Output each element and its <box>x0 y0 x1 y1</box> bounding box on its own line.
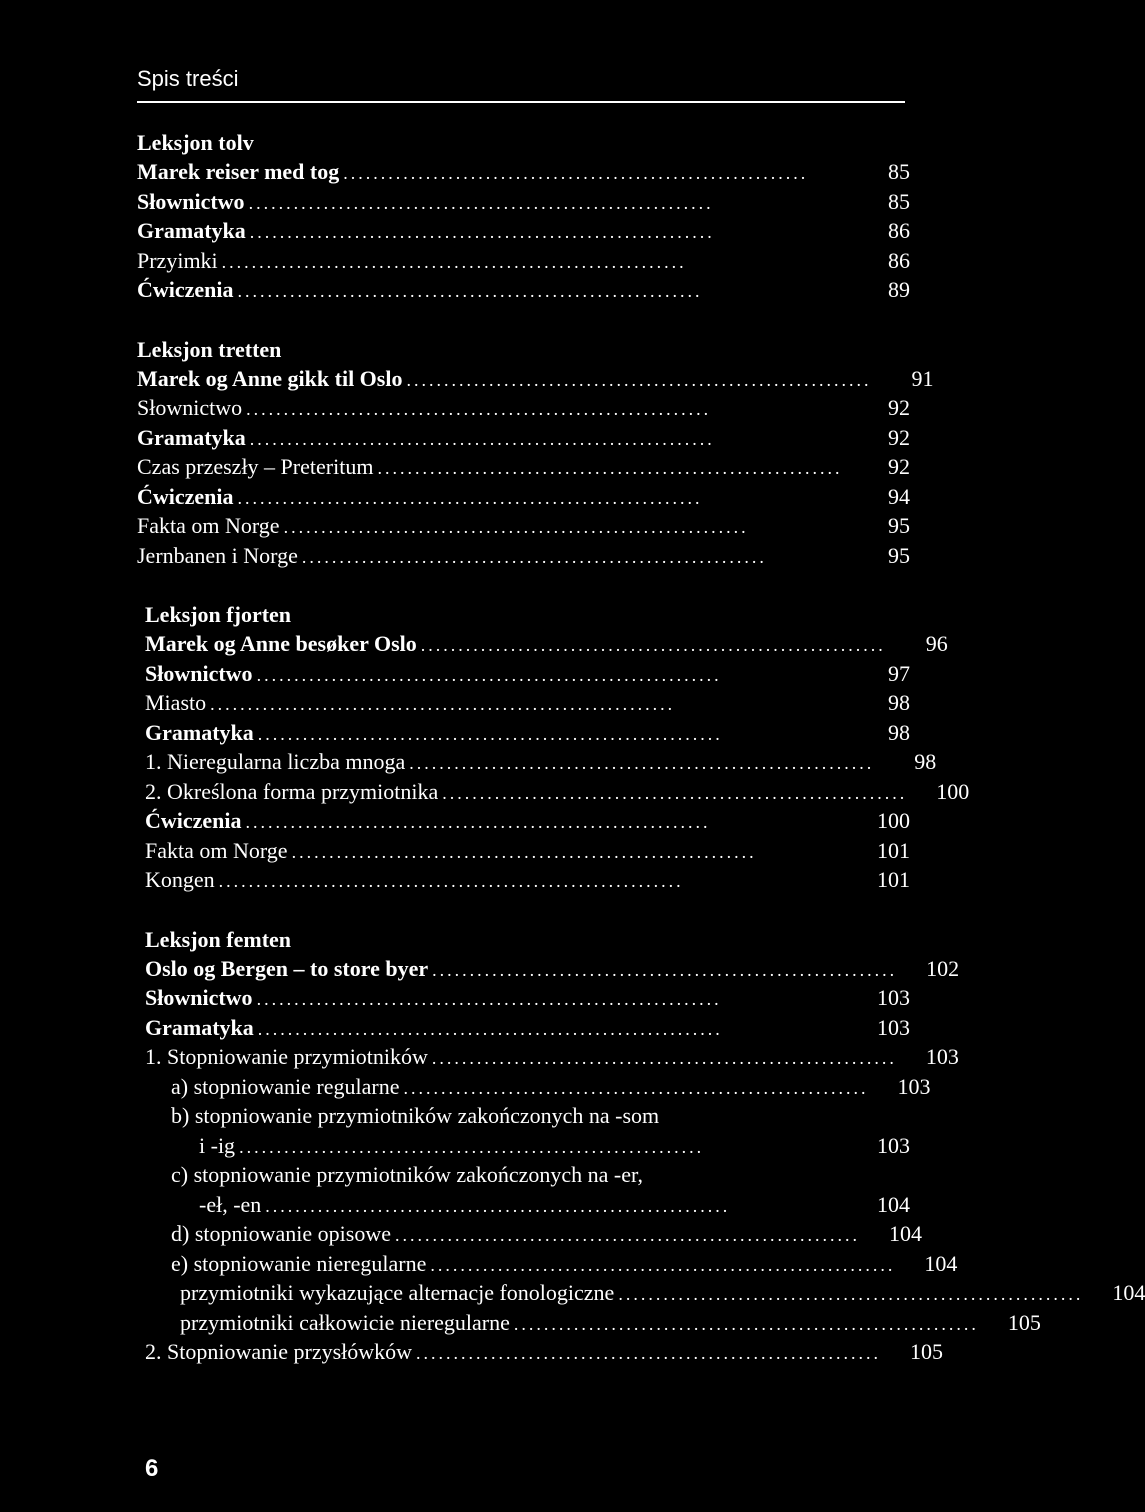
toc-entry-page: 103 <box>897 1073 931 1099</box>
toc-entry-label: d) stopniowanie opisowe <box>171 1221 391 1246</box>
toc-entry[interactable] <box>0 629 1024 659</box>
running-header: Spis treści <box>137 66 239 91</box>
toc-entry[interactable] <box>0 1190 1024 1220</box>
toc-entry-label: Marek og Anne gikk til Oslo <box>137 365 403 391</box>
dot-leader: .............................................................. <box>377 458 843 478</box>
dot-leader: .............................................................. <box>248 192 714 213</box>
toc-entry-page: 85 <box>888 188 910 214</box>
dot-leader: .............................................................. <box>416 1343 882 1363</box>
toc-entry-label: i -ig <box>199 1132 236 1158</box>
toc-entry[interactable] <box>0 541 1024 571</box>
toc-entry-label: 2. Określona forma przymiotnika <box>145 778 439 804</box>
toc-entry[interactable] <box>0 1219 1024 1249</box>
toc-entry[interactable] <box>0 836 1024 866</box>
toc-entry[interactable] <box>0 1072 1024 1102</box>
toc-entry-label: przymiotniki wykazujące alternacje fonologiczne <box>180 1280 615 1305</box>
dot-leader: .............................................................. <box>513 1313 979 1334</box>
section-gap <box>0 570 1024 600</box>
toc-entry[interactable] <box>0 983 1024 1013</box>
toc-entry-label: Fakta om Norge <box>145 837 288 863</box>
toc-entry-page: 103 <box>877 1014 910 1040</box>
toc-entry[interactable] <box>0 1308 1041 1338</box>
toc-entry[interactable] <box>0 1131 1024 1161</box>
dot-leader: .............................................................. <box>409 753 875 773</box>
toc-entry-label: Czas przeszły – Preteritum <box>137 454 374 479</box>
toc-entry-page: 98 <box>888 719 910 745</box>
toc-entry-page: 92 <box>888 395 910 420</box>
toc-entry[interactable] <box>0 364 1024 394</box>
toc-entry-page: 92 <box>888 424 910 450</box>
section-title: Leksjon femten <box>145 926 292 952</box>
dot-leader: .............................................................. <box>406 369 872 390</box>
toc-entry-label: Ćwiczenia <box>137 277 234 302</box>
toc-entry-page: 89 <box>888 277 910 302</box>
toc-entry-page: 105 <box>1007 1309 1041 1335</box>
toc-entry[interactable] <box>0 659 1024 689</box>
toc-entry-page: 91 <box>911 365 934 391</box>
toc-entry[interactable] <box>0 1101 1024 1131</box>
toc-entry[interactable] <box>0 865 1024 895</box>
toc-entry-page: 86 <box>888 247 910 273</box>
toc-entry-label: e) stopniowanie nieregularne <box>171 1250 427 1276</box>
dot-leader: .............................................................. <box>291 841 757 862</box>
section-title: Leksjon tretten <box>137 336 282 362</box>
toc-entry-label: -eł, -en <box>199 1191 262 1217</box>
dot-leader: .............................................................. <box>249 222 715 242</box>
dot-leader: .............................................................. <box>239 1136 705 1157</box>
toc-entry-label: Miasto <box>145 690 207 715</box>
toc-entry-page: 96 <box>925 631 948 656</box>
toc-entry-page: 94 <box>888 483 910 509</box>
dot-leader: .............................................................. <box>256 664 722 685</box>
section-title: Leksjon tolv <box>137 130 254 155</box>
toc-entry-label: Marek reiser med tog <box>137 159 340 184</box>
toc-entry-label: Słownictwo <box>145 660 253 686</box>
toc-entry[interactable] <box>0 482 1024 512</box>
dot-leader: .............................................................. <box>265 1195 731 1216</box>
toc-entry-page: 104 <box>888 1221 922 1246</box>
toc-entry-page: 86 <box>888 218 910 243</box>
dot-leader: .............................................................. <box>431 1048 897 1068</box>
toc-entry-label: Gramatyka <box>145 719 254 745</box>
toc-entry-label: 1. Nieregularna liczba mnoga <box>145 749 406 774</box>
toc-entry[interactable] <box>0 1160 1024 1190</box>
toc-entry-page: 104 <box>877 1191 910 1217</box>
header-rule <box>137 101 905 103</box>
toc-entry[interactable] <box>0 747 1024 777</box>
dot-leader: .............................................................. <box>210 694 676 714</box>
dot-leader: .............................................................. <box>343 163 809 183</box>
toc-entry[interactable] <box>0 1278 1145 1308</box>
toc-entry-label: Oslo og Bergen – to store byer <box>145 955 429 981</box>
toc-entry-page: 97 <box>888 660 910 686</box>
toc-entry[interactable] <box>0 187 1024 217</box>
toc-entry-page: 104 <box>1112 1280 1145 1305</box>
toc-entry-page: 95 <box>888 513 910 538</box>
toc-entry-page: 101 <box>877 867 910 892</box>
dot-leader: .............................................................. <box>256 989 722 1009</box>
dot-leader: .............................................................. <box>403 1077 869 1098</box>
toc-entry-label: Gramatyka <box>145 1014 254 1040</box>
toc-entry[interactable] <box>0 954 1024 984</box>
dot-leader: .............................................................. <box>301 546 767 567</box>
dot-leader: .............................................................. <box>249 428 715 449</box>
dot-leader: .............................................................. <box>221 251 687 272</box>
toc-entry-page: 103 <box>877 1132 910 1158</box>
toc-entry-label: Jernbanen i Norge <box>137 542 298 568</box>
toc-entry-label: a) stopniowanie regularne <box>171 1073 400 1099</box>
section-title: Leksjon fjorten <box>145 602 292 627</box>
toc-entry[interactable] <box>0 511 1024 541</box>
toc-entry-page: 95 <box>888 542 910 568</box>
toc-entry[interactable] <box>0 275 1024 305</box>
dot-leader: .............................................................. <box>430 1254 896 1275</box>
toc-entry-page: 100 <box>877 808 910 833</box>
toc-entry-label: Przyimki <box>137 247 218 273</box>
toc-entry-label: Słownictwo <box>145 985 253 1010</box>
toc-entry[interactable] <box>0 688 1024 718</box>
toc-entry[interactable] <box>0 423 1024 453</box>
toc-entry-label: Słownictwo <box>137 188 245 214</box>
dot-leader: .............................................................. <box>237 281 703 301</box>
toc-entry-page: 98 <box>914 749 937 774</box>
toc-entry-label: Kongen <box>145 867 215 892</box>
dot-leader: .............................................................. <box>442 782 908 803</box>
toc-entry-page: 85 <box>888 159 910 184</box>
section-gap <box>0 305 1024 335</box>
dot-leader: .............................................................. <box>218 871 684 891</box>
toc-entry-label: b) stopniowanie przymiotników zakończonych na -som <box>171 1103 660 1128</box>
dot-leader: .............................................................. <box>394 1225 860 1245</box>
toc-entry-page: 105 <box>910 1339 944 1364</box>
toc-entry[interactable] <box>0 1249 1024 1279</box>
toc-entry-label: 1. Stopniowanie przymiotników <box>145 1044 428 1069</box>
toc-entry-label: przymiotniki całkowicie nieregularne <box>180 1309 510 1335</box>
toc-entry-page: 92 <box>888 454 910 479</box>
toc-entry[interactable] <box>0 393 1024 423</box>
toc-entry-label: Słownictwo <box>137 395 243 420</box>
toc-entry[interactable] <box>0 718 1024 748</box>
toc-entry-page: 104 <box>924 1250 958 1276</box>
toc-entry-label: Ćwiczenia <box>145 808 242 833</box>
toc-entry[interactable] <box>0 1042 1024 1072</box>
toc-entry-label: Gramatyka <box>137 218 246 243</box>
dot-leader: .............................................................. <box>618 1284 1084 1304</box>
toc-entry-page: 101 <box>877 837 910 863</box>
toc-entry-page: 100 <box>936 778 970 804</box>
table-of-contents <box>0 128 1145 1367</box>
dot-leader: .............................................................. <box>432 959 898 980</box>
dot-leader: .............................................................. <box>257 723 723 744</box>
page-number: 6 <box>145 1455 159 1482</box>
toc-entry[interactable] <box>0 777 1024 807</box>
toc-entry[interactable] <box>0 806 1024 836</box>
toc-entry-label: 2. Stopniowanie przysłówków <box>145 1339 413 1364</box>
toc-entry-page: 98 <box>888 690 910 715</box>
toc-entry-label: Fakta om Norge <box>137 513 280 538</box>
toc-entry-page: 103 <box>925 1044 959 1069</box>
dot-leader: .............................................................. <box>283 517 749 537</box>
dot-leader: .............................................................. <box>257 1018 723 1039</box>
dot-leader: .............................................................. <box>246 399 712 419</box>
toc-entry[interactable] <box>0 157 1024 187</box>
toc-entry-page: 103 <box>877 985 910 1010</box>
toc-entry[interactable] <box>0 1337 1024 1367</box>
dot-leader: .............................................................. <box>245 812 711 832</box>
toc-entry[interactable] <box>0 216 1024 246</box>
toc-entry[interactable] <box>0 452 1024 482</box>
toc-entry[interactable] <box>0 246 1024 276</box>
toc-entry-label: Ćwiczenia <box>137 483 234 509</box>
toc-entry[interactable] <box>0 1013 1024 1043</box>
dot-leader: .............................................................. <box>237 487 703 508</box>
dot-leader: .............................................................. <box>420 635 886 655</box>
toc-entry-page: 102 <box>926 955 960 981</box>
section-gap <box>0 895 1024 925</box>
toc-entry-label: c) stopniowanie przymiotników zakończonych na -er, <box>171 1162 643 1187</box>
toc-entry-label: Gramatyka <box>137 424 246 450</box>
toc-entry-label: Marek og Anne besøker Oslo <box>145 631 417 656</box>
